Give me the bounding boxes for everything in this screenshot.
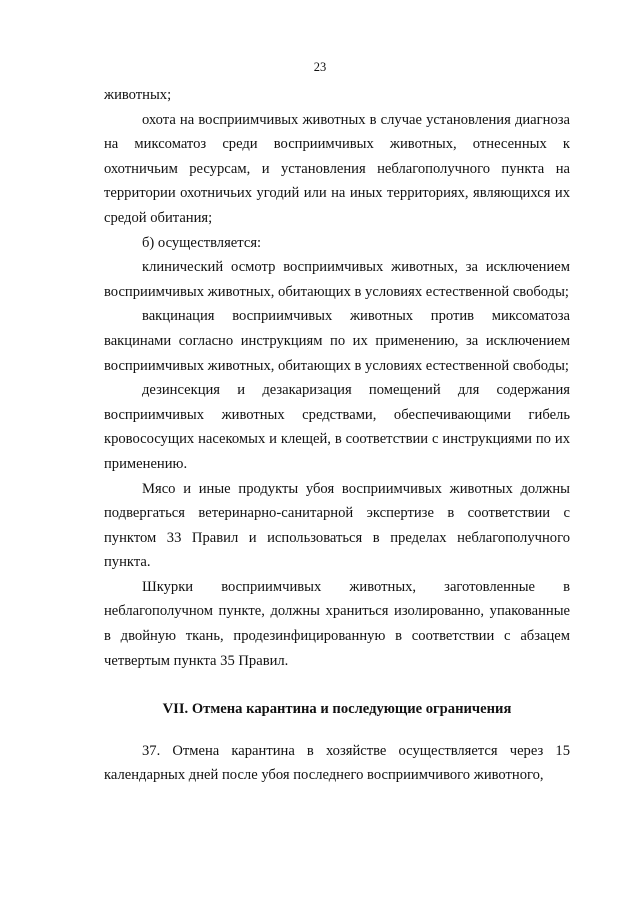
paragraph: дезинсекция и дезакаризация помещений для содержания восприимчивых животных средствами, обеспечивающими гибель кровососущих насекомых и клещей, в соответствии с инструкциями по их применению. [104,382,570,472]
spacer [104,673,570,697]
paragraph: охота на восприимчивых животных в случае установления диагноза на миксоматоз среди восприимчивых животных, отнесенных к охотничьим ресурсам, и установления неблагополучного пункта на территории охотничьих угодий или на иных территориях, являющихся их средой обитания; [104,111,570,226]
paragraph: б) осуществляется: [142,234,262,251]
paragraph: вакцинация восприимчивых животных против миксоматоза вакцинами согласно инструкциям по их применению, за исключением восприимчивых животных, обитающих в условиях естественной свободы; [104,308,570,374]
page-number: 23 [313,60,327,74]
paragraph: Шкурки восприимчивых животных, заготовленные в неблагополучном пункте, должны храниться изолированно, упакованные в двойную ткань, продезинфицированную в соответствии с абзацем четвертым пункта 35 Правил. [104,578,570,669]
paragraph: клинический осмотр восприимчивых животных, за исключением восприимчивых животных, обитающих в условиях естественной свободы; [104,259,570,300]
paragraph: животных; [104,87,172,103]
section-heading: VII. Отмена карантина и последующие ограничения [162,701,512,718]
paragraph: 37. Отмена карантина в хозяйстве осуществляется через 15 календарных дней после убоя последнего восприимчивого животного, [104,742,570,784]
spacer [104,722,570,739]
paragraph: Мясо и иные продукты убоя восприимчивых животных должны подвергаться ветеринарно-санитарной экспертизе в соответствии с пунктом 33 Правил и использоваться в пределах неблагополучного пункта. [104,480,570,571]
document-body [104,83,570,788]
